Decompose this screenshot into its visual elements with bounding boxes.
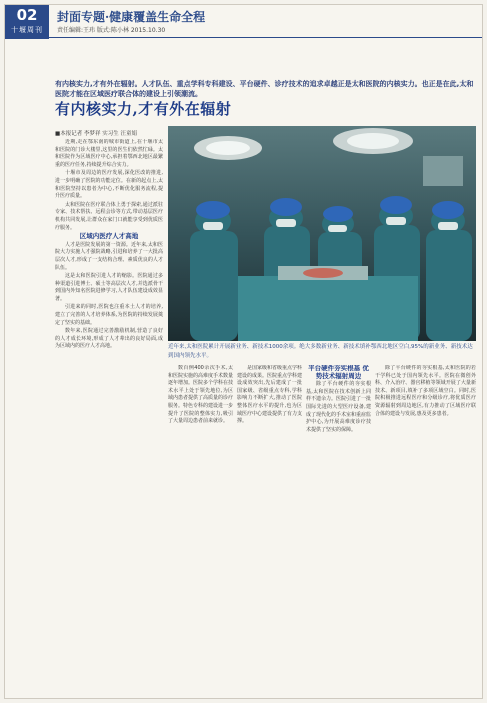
text-column-4 <box>306 365 371 695</box>
photo-caption: 近年来,太和医院累计开展新业务、新技术1000余项。绝大多数新业务、新技术填补鄂西北地区空白,95%的新业务、新技术达到国内领先水平。 <box>168 344 473 359</box>
paragraph: 是国家级和省级重点学科建设的成果。医院重点学科建设成效突出,先后建成了一批国家级、省级重点专科,学科影响力不断扩大,推动了医院整体医疗水平的提升,也为区域医疗中心建设提供了有力支撑。 <box>237 365 302 425</box>
editor-meta: 责任编辑:王玮 版式:陈小林 2015.10.30 <box>57 27 166 34</box>
paragraph: 数年来,医院通过完善激励机制,营造了良好的人才成长环境,形成了人才辈出的良好局面,成为区域内的医疗人才高地。 <box>55 328 163 350</box>
article-lead: 有内核实力,才有外在辐射。人才队伍、重点学科专科建设、平台硬件、诊疗技术的追求卓越正是太和医院的内核实力。也正是在此,太和医院才能在区域医疗联合体的建设上引领潮流。 <box>55 80 474 98</box>
text-column-1 <box>55 139 163 694</box>
article-byline: ■本报记者 李梦祥 实习生 汪童娟 <box>55 131 137 137</box>
text-column-2 <box>168 365 233 695</box>
section-badge <box>5 5 49 39</box>
section-number: 02 <box>16 6 38 24</box>
section-name: 十堰周刊 <box>11 26 43 34</box>
paragraph: 太和医院在医疗联合体上勇于探索,通过派驻专家、技术帮扶、远程会诊等方式,带动基层医疗机构共同发展,让群众在家门口就能享受到优质医疗服务。 <box>55 201 163 231</box>
paragraph: 除了平台硬件的夯实根基,太和医院在技术创新上同样不遗余力。医院引进了一批国际先进的大型医疗设备,建成了现代化的手术室和重症监护中心,为开展高难度诊疗技术提供了坚实的保障。 <box>306 381 371 433</box>
paragraph: 引进来的同时,医院也注重本土人才的培养,建立了完善的人才培养体系,为医院的持续发展奠定了坚实的基础。 <box>55 304 163 326</box>
text-column-3 <box>237 365 302 695</box>
subheading: 平台硬件夯实根基 优势技术辐射周边 <box>308 365 369 380</box>
paragraph: 人才是医院发展的第一资源。近年来,太和医院大力实施人才强院战略,引进和培养了一大批高层次人才,形成了一支结构合理、素质优良的人才队伍。 <box>55 241 163 271</box>
paragraph: 这是太和医院引进人才的缩影。医院通过多种渠道引进博士、硕士等高层次人才,并选派骨干到国内外知名医院进修学习,人才队伍建设成效显著。 <box>55 273 163 302</box>
header-divider <box>49 37 482 38</box>
paragraph: 近期,走在鄂东南的城市街道上,在十堰市太和医院的门诊大楼里,这里的医生们依然忙碌。太和医院作为区域医疗中心,承担着鄂西北地区最繁重的医疗任务,持续提升综合实力。 <box>55 139 163 168</box>
section-title: 封面专题·健康覆盖生命全程 <box>57 10 206 24</box>
subheading: 区域内医疗人才高地 <box>79 232 139 241</box>
article-headline: 有内核实力,才有外在辐射 <box>55 100 232 118</box>
paragraph: 除了平台硬件的夯实根基,太和医院的若干学科已处于国内领先水平。医院在微创外科、介入治疗、器官移植等领域开展了大量新技术、新项目,填补了多项区域空白。同时,医院积极推进远程医疗和分级诊疗,将优质医疗资源辐射到周边地区,有力推动了区域医疗联合体的建设与发展,惠及更多患者。 <box>375 365 476 417</box>
text-column-5 <box>375 365 476 695</box>
newspaper-page <box>4 4 483 699</box>
surgery-photo <box>168 126 476 341</box>
paragraph: 十堰市及周边的医疗发展,深化医改的推进,进一步明确了医院的功能定位。在新的起点上,太和医院坚持以患者为中心,不断优化服务流程,提升医疗质量。 <box>55 170 163 200</box>
paragraph: 数百例400余次手术,太和医院实施的高难度手术数量逐年增加。医院多个学科在技术水平上处于领先地位,为区域内患者提供了高质量的诊疗服务。特色专科的建设进一步提升了医院的整体实力,吸引了大量周边患者前来就诊。 <box>168 365 233 425</box>
